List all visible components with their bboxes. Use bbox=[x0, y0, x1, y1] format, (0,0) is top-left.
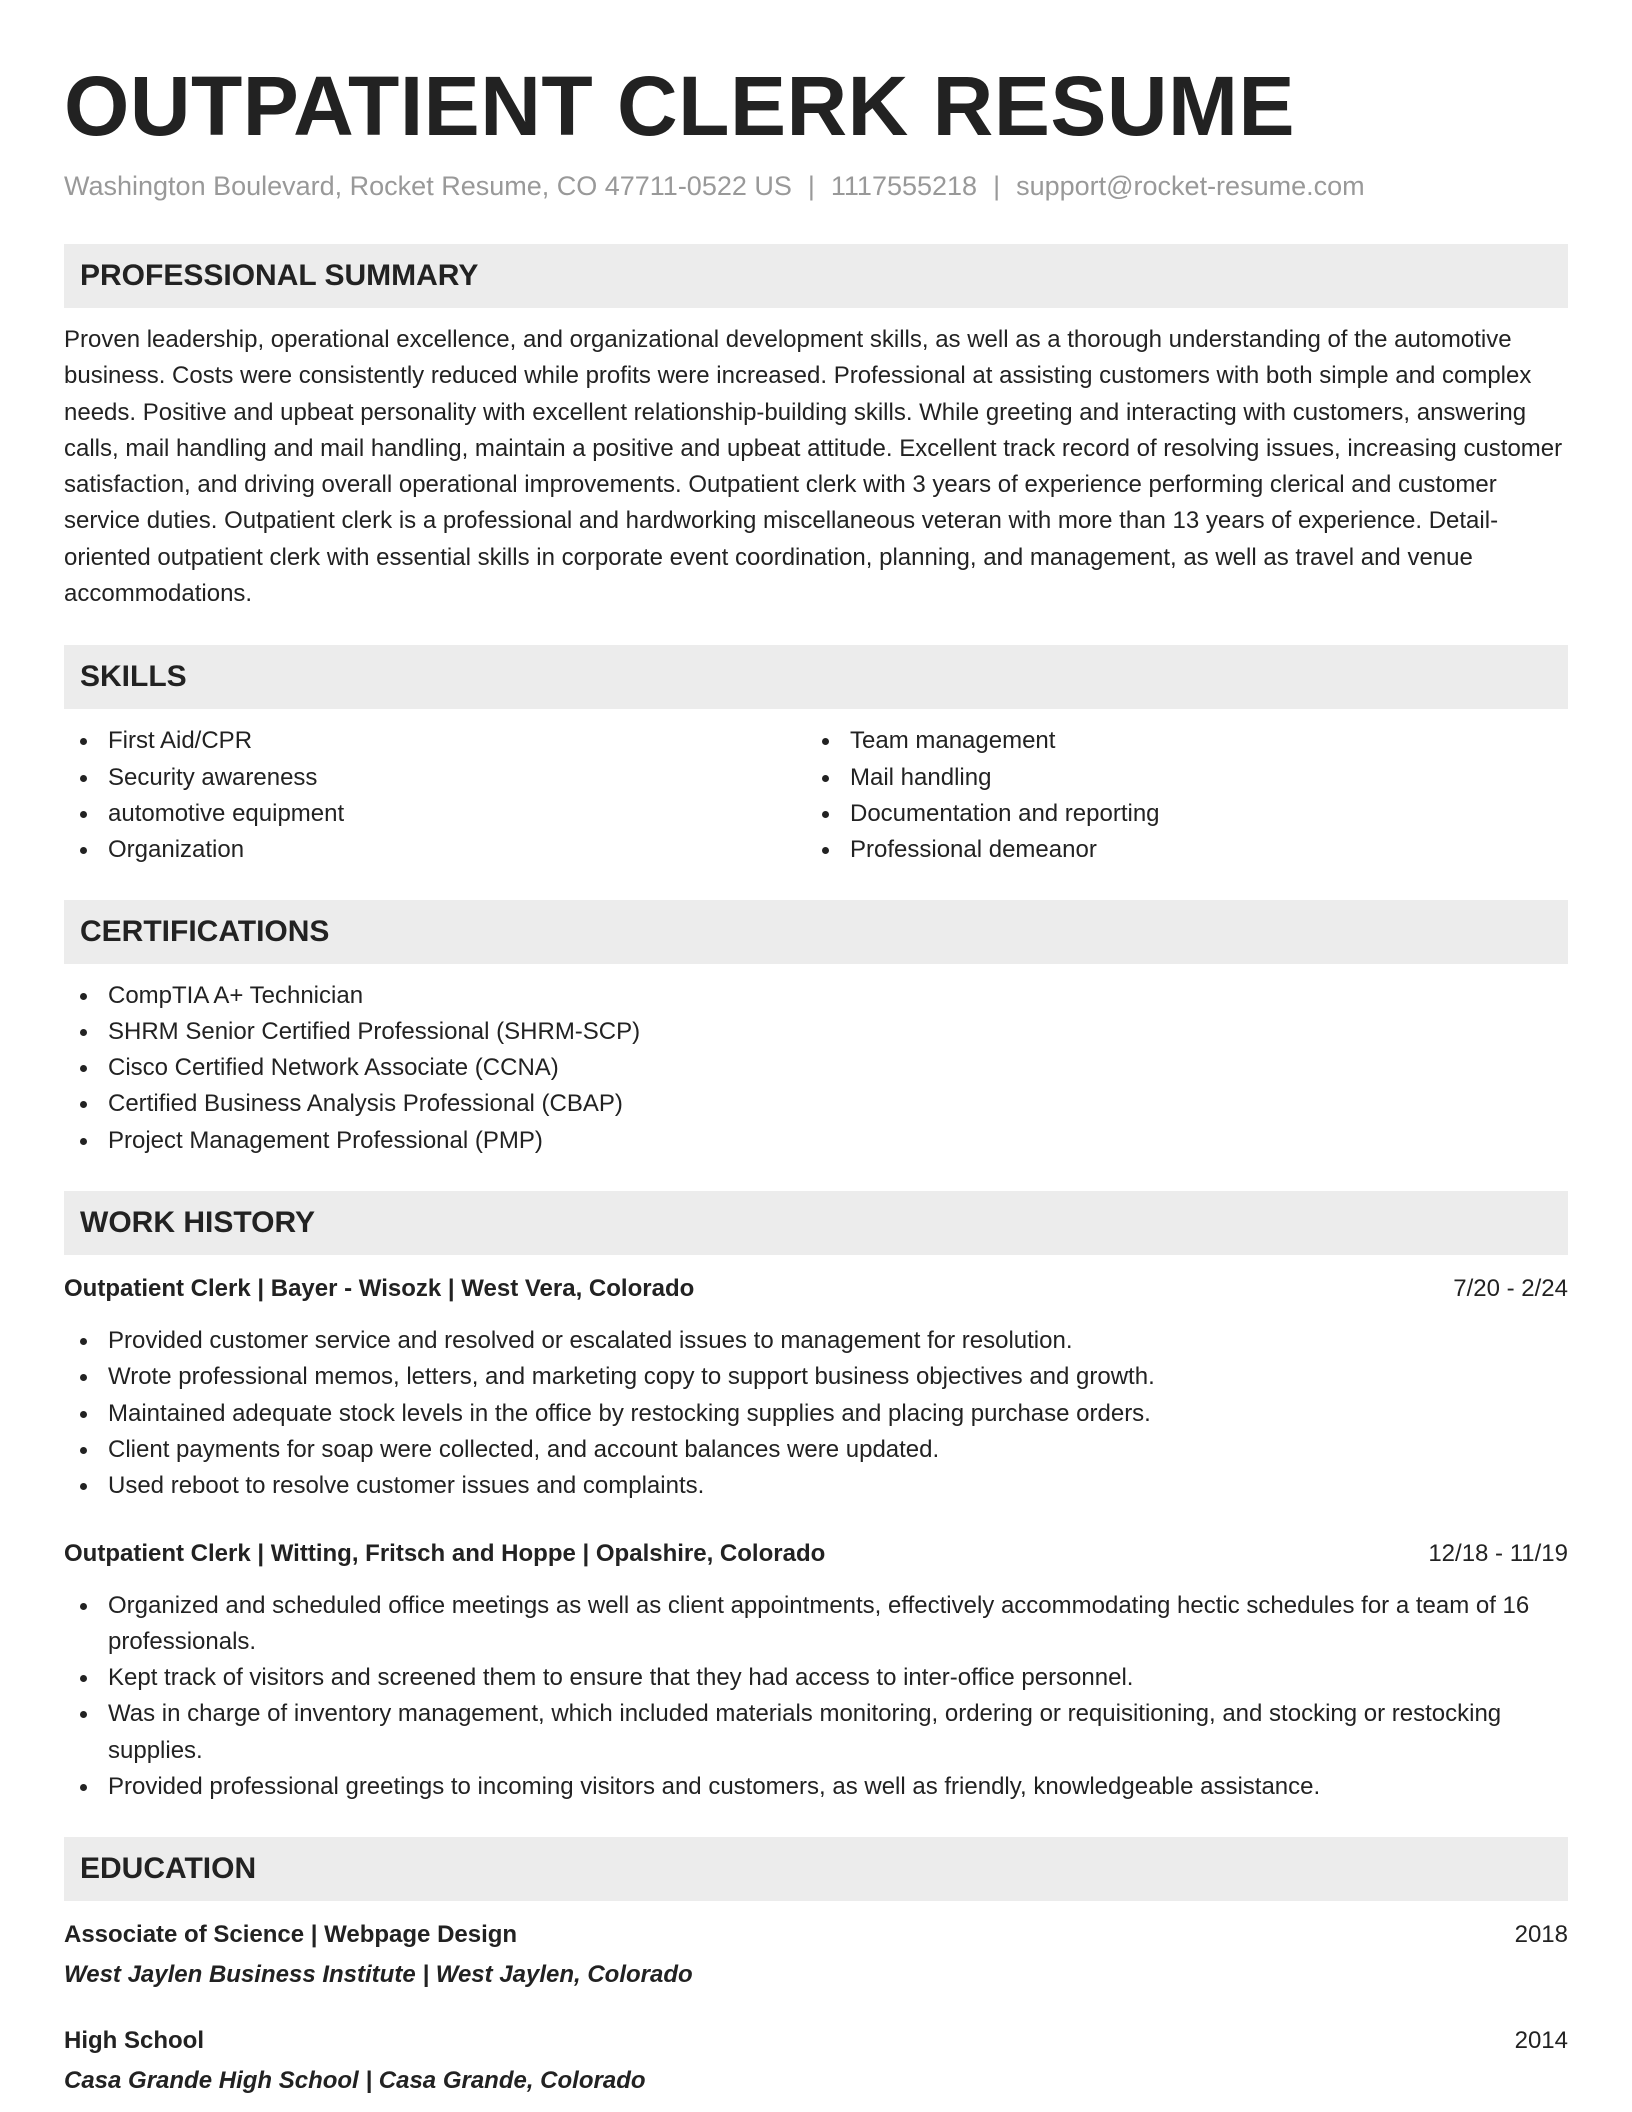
certification-item: Project Management Professional (PMP) bbox=[64, 1123, 1568, 1159]
job-bullets bbox=[64, 1588, 1568, 1806]
job-title: Outpatient Clerk | Bayer - Wisozk | West Vera, Colorado bbox=[64, 1275, 695, 1303]
education-school: Casa Grande High School | Casa Grande, Colorado bbox=[64, 2067, 646, 2095]
skill-item: Documentation and reporting bbox=[806, 796, 1548, 832]
contact-phone: 1117555218 bbox=[830, 171, 978, 201]
work-section bbox=[64, 1191, 1568, 1805]
job-bullets bbox=[64, 1323, 1568, 1504]
certification-item: SHRM Senior Certified Professional (SHRM-SCP) bbox=[64, 1014, 1568, 1050]
job-dates: 12/18 - 11/19 bbox=[1428, 1539, 1568, 1567]
job-header bbox=[64, 1271, 1568, 1307]
skills-list-right bbox=[806, 723, 1548, 868]
education-year: 2014 bbox=[1514, 2027, 1568, 2055]
skills-section bbox=[64, 645, 1568, 868]
skill-item: Organization bbox=[64, 832, 806, 868]
skill-item: Team management bbox=[806, 723, 1548, 759]
certification-item: Certified Business Analysis Professional (CBAP) bbox=[64, 1086, 1568, 1122]
contact-email: support@rocket-resume.com bbox=[1016, 171, 1365, 201]
job-bullet: Used reboot to resolve customer issues and complaints. bbox=[64, 1468, 1568, 1504]
certification-item: CompTIA A+ Technician bbox=[64, 978, 1568, 1014]
skills-heading: SKILLS bbox=[64, 645, 1568, 709]
resume-page bbox=[64, 58, 1568, 2099]
education-header bbox=[64, 2023, 1568, 2059]
skills-list-left bbox=[64, 723, 806, 868]
job-title: Outpatient Clerk | Witting, Fritsch and Hoppe | Opalshire, Colorado bbox=[64, 1539, 826, 1567]
job-entry bbox=[64, 1271, 1568, 1504]
education-heading: EDUCATION bbox=[64, 1837, 1568, 1901]
skill-item: automotive equipment bbox=[64, 796, 806, 832]
job-bullet: Provided professional greetings to incoming visitors and customers, as well as friendly, knowledgeable assistance. bbox=[64, 1769, 1568, 1805]
education-year: 2018 bbox=[1514, 1921, 1568, 1949]
job-bullet: Client payments for soap were collected, and account balances were updated. bbox=[64, 1432, 1568, 1468]
contact-line bbox=[64, 168, 1568, 204]
education-entry bbox=[64, 1917, 1568, 1993]
certification-item: Cisco Certified Network Associate (CCNA) bbox=[64, 1050, 1568, 1086]
contact-separator: | bbox=[807, 171, 815, 201]
education-school: West Jaylen Business Institute | West Jaylen, Colorado bbox=[64, 1961, 693, 1989]
certifications-section bbox=[64, 900, 1568, 1159]
education-degree: High School bbox=[64, 2027, 204, 2055]
job-bullet: Kept track of visitors and screened them to ensure that they had access to inter-office personnel. bbox=[64, 1660, 1568, 1696]
skill-item: First Aid/CPR bbox=[64, 723, 806, 759]
job-bullet: Organized and scheduled office meetings as well as client appointments, effectively accommodating hectic schedules for a team of 16 professionals. bbox=[64, 1588, 1568, 1661]
summary-heading: PROFESSIONAL SUMMARY bbox=[64, 244, 1568, 308]
work-heading: WORK HISTORY bbox=[64, 1191, 1568, 1255]
job-bullet: Was in charge of inventory management, which included materials monitoring, ordering or requisitioning, and stocking or restocking supplies. bbox=[64, 1696, 1568, 1769]
contact-separator: | bbox=[993, 171, 1001, 201]
summary-text: Proven leadership, operational excellence, and organizational development skills, as well as a thorough understanding of the automotive business. Costs were consistently reduced while profits were increased. Professional at assisting customers with both simple and complex needs. Positive and upbeat personality with excellent relationship-building skills. While greeting and interacting with customers, answering calls, mail handling and mail handling, maintain a positive and upbeat attitude. Excellent track record of resolving issues, increasing customer satisfaction, and driving overall operational improvements. Outpatient clerk with 3 years of experience performing clerical and customer service duties. Outpatient clerk is a professional and hardworking miscellaneous veteran with more than 13 years of experience. Detail-oriented outpatient clerk with essential skills in corporate event coordination, planning, and management, as well as travel and venue accommodations. bbox=[64, 326, 1563, 608]
summary-section bbox=[64, 244, 1568, 612]
education-degree: Associate of Science | Webpage Design bbox=[64, 1921, 518, 1949]
certifications-list bbox=[64, 978, 1568, 1159]
education-header bbox=[64, 1917, 1568, 1953]
job-bullet: Provided customer service and resolved or escalated issues to management for resolution. bbox=[64, 1323, 1568, 1359]
skill-item: Professional demeanor bbox=[806, 832, 1548, 868]
education-entry bbox=[64, 2023, 1568, 2099]
contact-address: Washington Boulevard, Rocket Resume, CO 47711-0522 US bbox=[64, 171, 792, 201]
skills-columns bbox=[64, 723, 1568, 868]
job-dates: 7/20 - 2/24 bbox=[1453, 1275, 1568, 1303]
skill-item: Security awareness bbox=[64, 760, 806, 796]
certifications-heading: CERTIFICATIONS bbox=[64, 900, 1568, 964]
job-bullet: Wrote professional memos, letters, and marketing copy to support business objectives and growth. bbox=[64, 1359, 1568, 1395]
job-entry bbox=[64, 1536, 1568, 1806]
job-header bbox=[64, 1536, 1568, 1572]
job-bullet: Maintained adequate stock levels in the office by restocking supplies and placing purchase orders. bbox=[64, 1396, 1568, 1432]
resume-title: OUTPATIENT CLERK RESUME bbox=[64, 59, 1296, 153]
education-section bbox=[64, 1837, 1568, 2099]
skill-item: Mail handling bbox=[806, 760, 1548, 796]
